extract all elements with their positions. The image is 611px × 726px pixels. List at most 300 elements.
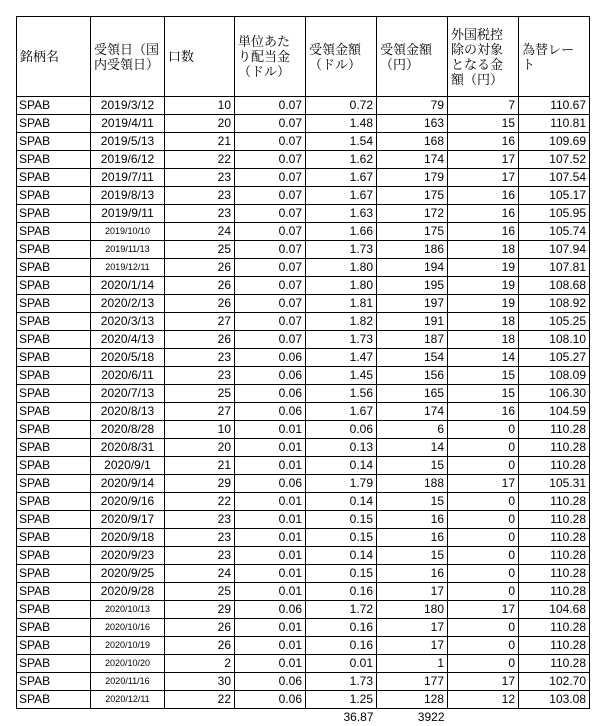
cell-units: 29 — [165, 601, 235, 619]
cell-amount-jpy: 174 — [377, 151, 448, 169]
cell-stock-name: SPAB — [17, 295, 91, 313]
cell-dividend-per-unit: 0.07 — [235, 313, 306, 331]
cell-receipt-date: 2019/4/11 — [91, 115, 165, 133]
dividend-table — [16, 16, 590, 726]
cell-exchange-rate: 110.28 — [519, 547, 590, 565]
cell-exchange-rate: 110.28 — [519, 637, 590, 655]
cell-stock-name: SPAB — [17, 241, 91, 259]
cell-foreign-tax-credit: 15 — [448, 367, 519, 385]
cell-stock-name: SPAB — [17, 691, 91, 709]
cell-foreign-tax-credit: 19 — [448, 259, 519, 277]
cell-amount-usd: 0.13 — [306, 439, 377, 457]
cell-dividend-per-unit: 0.07 — [235, 151, 306, 169]
cell-stock-name: SPAB — [17, 97, 91, 115]
cell-foreign-tax-credit: 0 — [448, 565, 519, 583]
cell-receipt-date: 2020/6/11 — [91, 367, 165, 385]
cell-dividend-per-unit: 0.07 — [235, 169, 306, 187]
cell-units: 20 — [165, 439, 235, 457]
cell-receipt-date: 2020/9/18 — [91, 529, 165, 547]
cell-receipt-date: 2020/8/31 — [91, 439, 165, 457]
cell-dividend-per-unit: 0.06 — [235, 475, 306, 493]
cell-stock-name: SPAB — [17, 547, 91, 565]
cell-dividend-per-unit: 0.07 — [235, 331, 306, 349]
cell-amount-jpy: 17 — [377, 619, 448, 637]
cell-stock-name: SPAB — [17, 511, 91, 529]
cell-foreign-tax-credit: 14 — [448, 349, 519, 367]
cell-units: 23 — [165, 205, 235, 223]
cell-receipt-date: 2020/9/16 — [91, 493, 165, 511]
cell-units: 21 — [165, 457, 235, 475]
cell-stock-name: SPAB — [17, 349, 91, 367]
table-row — [17, 115, 590, 133]
header-row — [17, 17, 590, 97]
cell-foreign-tax-credit: 7 — [448, 97, 519, 115]
cell-units: 20 — [165, 115, 235, 133]
cell-amount-usd: 1.25 — [306, 691, 377, 709]
cell-amount-usd: 0.72 — [306, 97, 377, 115]
cell-dividend-per-unit: 0.06 — [235, 601, 306, 619]
cell-stock-name: SPAB — [17, 439, 91, 457]
cell-receipt-date: 2020/9/25 — [91, 565, 165, 583]
cell-amount-usd: 0.15 — [306, 529, 377, 547]
table-row — [17, 169, 590, 187]
cell-dividend-per-unit: 0.07 — [235, 115, 306, 133]
cell-amount-jpy: 156 — [377, 367, 448, 385]
cell-amount-usd: 1.54 — [306, 133, 377, 151]
header-exchange-rate: 為替レート — [519, 17, 590, 97]
cell-foreign-tax-credit: 0 — [448, 439, 519, 457]
cell-exchange-rate: 104.59 — [519, 403, 590, 421]
cell-amount-jpy: 188 — [377, 475, 448, 493]
table-row — [17, 403, 590, 421]
cell-dividend-per-unit: 0.07 — [235, 241, 306, 259]
cell-units: 10 — [165, 97, 235, 115]
cell-units: 26 — [165, 277, 235, 295]
table-row — [17, 295, 590, 313]
cell-amount-usd: 1.73 — [306, 673, 377, 691]
cell-exchange-rate: 107.52 — [519, 151, 590, 169]
table-row — [17, 547, 590, 565]
cell-amount-jpy: 17 — [377, 583, 448, 601]
cell-amount-jpy: 17 — [377, 637, 448, 655]
cell-stock-name: SPAB — [17, 529, 91, 547]
cell-stock-name: SPAB — [17, 115, 91, 133]
cell-amount-jpy: 6 — [377, 421, 448, 439]
cell-exchange-rate: 110.28 — [519, 493, 590, 511]
cell-stock-name: SPAB — [17, 151, 91, 169]
cell-foreign-tax-credit: 16 — [448, 205, 519, 223]
cell-dividend-per-unit: 0.01 — [235, 619, 306, 637]
cell-dividend-per-unit: 0.01 — [235, 421, 306, 439]
cell-receipt-date: 2020/9/1 — [91, 457, 165, 475]
dividend-sheet — [16, 16, 590, 726]
cell-foreign-tax-credit: 16 — [448, 403, 519, 421]
cell-foreign-tax-credit: 0 — [448, 511, 519, 529]
cell-units: 26 — [165, 331, 235, 349]
cell-amount-jpy: 172 — [377, 205, 448, 223]
cell-exchange-rate: 108.92 — [519, 295, 590, 313]
cell-amount-usd: 1.63 — [306, 205, 377, 223]
table-row — [17, 187, 590, 205]
cell-units: 25 — [165, 241, 235, 259]
cell-receipt-date: 2019/6/12 — [91, 151, 165, 169]
cell-foreign-tax-credit: 19 — [448, 277, 519, 295]
cell-amount-jpy: 180 — [377, 601, 448, 619]
cell-exchange-rate: 105.25 — [519, 313, 590, 331]
cell-foreign-tax-credit: 0 — [448, 655, 519, 673]
cell-stock-name: SPAB — [17, 673, 91, 691]
cell-amount-usd: 1.80 — [306, 277, 377, 295]
cell-exchange-rate: 110.81 — [519, 115, 590, 133]
cell-amount-jpy: 16 — [377, 511, 448, 529]
header-foreign-tax-credit: 外国税控除の対象となる金額（円） — [448, 17, 519, 97]
cell-stock-name: SPAB — [17, 583, 91, 601]
cell-exchange-rate: 110.28 — [519, 565, 590, 583]
header-dividend-per-unit: 単位あたり配当金（ドル） — [235, 17, 306, 97]
cell-foreign-tax-credit: 0 — [448, 619, 519, 637]
cell-amount-jpy: 128 — [377, 691, 448, 709]
cell-amount-jpy: 197 — [377, 295, 448, 313]
cell-receipt-date: 2020/3/13 — [91, 313, 165, 331]
cell-receipt-date: 2020/8/13 — [91, 403, 165, 421]
table-body — [17, 97, 590, 709]
cell-dividend-per-unit: 0.01 — [235, 439, 306, 457]
cell-foreign-tax-credit: 0 — [448, 583, 519, 601]
cell-stock-name: SPAB — [17, 313, 91, 331]
cell-exchange-rate: 110.28 — [519, 439, 590, 457]
cell-receipt-date: 2020/2/13 — [91, 295, 165, 313]
table-row — [17, 97, 590, 115]
cell-dividend-per-unit: 0.01 — [235, 637, 306, 655]
header-amount-usd: 受領金額（ドル） — [306, 17, 377, 97]
cell-foreign-tax-credit: 0 — [448, 637, 519, 655]
cell-exchange-rate: 105.74 — [519, 223, 590, 241]
cell-stock-name: SPAB — [17, 601, 91, 619]
cell-exchange-rate: 110.67 — [519, 97, 590, 115]
cell-foreign-tax-credit: 16 — [448, 223, 519, 241]
table-row — [17, 583, 590, 601]
table-row — [17, 475, 590, 493]
cell-receipt-date: 2019/12/11 — [91, 259, 165, 277]
cell-receipt-date: 2019/10/10 — [91, 223, 165, 241]
cell-units: 23 — [165, 169, 235, 187]
table-row — [17, 493, 590, 511]
cell-amount-jpy: 14 — [377, 439, 448, 457]
cell-exchange-rate: 109.69 — [519, 133, 590, 151]
table-row — [17, 349, 590, 367]
cell-amount-jpy: 79 — [377, 97, 448, 115]
cell-amount-usd: 1.48 — [306, 115, 377, 133]
cell-exchange-rate: 105.27 — [519, 349, 590, 367]
cell-exchange-rate: 102.70 — [519, 673, 590, 691]
cell-units: 23 — [165, 529, 235, 547]
cell-amount-usd: 0.15 — [306, 511, 377, 529]
cell-units: 25 — [165, 385, 235, 403]
cell-foreign-tax-credit: 0 — [448, 421, 519, 439]
cell-units: 10 — [165, 421, 235, 439]
cell-amount-jpy: 187 — [377, 331, 448, 349]
cell-units: 27 — [165, 313, 235, 331]
total-jpy: 3922 — [377, 709, 448, 726]
cell-units: 27 — [165, 403, 235, 421]
cell-foreign-tax-credit: 17 — [448, 151, 519, 169]
table-row — [17, 241, 590, 259]
table-row — [17, 691, 590, 709]
cell-exchange-rate: 110.28 — [519, 457, 590, 475]
cell-receipt-date: 2019/5/13 — [91, 133, 165, 151]
table-row — [17, 133, 590, 151]
cell-stock-name: SPAB — [17, 331, 91, 349]
cell-foreign-tax-credit: 18 — [448, 313, 519, 331]
cell-dividend-per-unit: 0.06 — [235, 367, 306, 385]
cell-receipt-date: 2020/10/19 — [91, 637, 165, 655]
cell-dividend-per-unit: 0.01 — [235, 529, 306, 547]
cell-amount-usd: 1.80 — [306, 259, 377, 277]
cell-amount-jpy: 154 — [377, 349, 448, 367]
cell-amount-usd: 0.16 — [306, 637, 377, 655]
totals-row — [17, 709, 590, 726]
total-usd: 36.87 — [306, 709, 377, 726]
cell-amount-jpy: 174 — [377, 403, 448, 421]
cell-amount-usd: 1.47 — [306, 349, 377, 367]
cell-amount-usd: 1.66 — [306, 223, 377, 241]
cell-amount-jpy: 15 — [377, 457, 448, 475]
cell-amount-jpy: 175 — [377, 187, 448, 205]
cell-amount-jpy: 163 — [377, 115, 448, 133]
cell-stock-name: SPAB — [17, 457, 91, 475]
table-row — [17, 205, 590, 223]
cell-dividend-per-unit: 0.01 — [235, 655, 306, 673]
cell-amount-jpy: 16 — [377, 529, 448, 547]
cell-amount-jpy: 179 — [377, 169, 448, 187]
cell-stock-name: SPAB — [17, 367, 91, 385]
header-stock-name: 銘柄名 — [17, 17, 91, 97]
cell-stock-name: SPAB — [17, 205, 91, 223]
cell-stock-name: SPAB — [17, 385, 91, 403]
cell-dividend-per-unit: 0.01 — [235, 511, 306, 529]
table-row — [17, 439, 590, 457]
table-row — [17, 367, 590, 385]
cell-exchange-rate: 107.81 — [519, 259, 590, 277]
cell-receipt-date: 2020/7/13 — [91, 385, 165, 403]
cell-stock-name: SPAB — [17, 187, 91, 205]
cell-amount-jpy: 191 — [377, 313, 448, 331]
cell-dividend-per-unit: 0.01 — [235, 565, 306, 583]
cell-dividend-per-unit: 0.07 — [235, 205, 306, 223]
cell-amount-usd: 0.16 — [306, 619, 377, 637]
cell-stock-name: SPAB — [17, 223, 91, 241]
cell-foreign-tax-credit: 0 — [448, 493, 519, 511]
cell-amount-jpy: 186 — [377, 241, 448, 259]
cell-exchange-rate: 110.28 — [519, 655, 590, 673]
cell-stock-name: SPAB — [17, 169, 91, 187]
cell-exchange-rate: 104.68 — [519, 601, 590, 619]
cell-foreign-tax-credit: 17 — [448, 601, 519, 619]
cell-exchange-rate: 108.09 — [519, 367, 590, 385]
table-row — [17, 313, 590, 331]
cell-stock-name: SPAB — [17, 403, 91, 421]
cell-units: 23 — [165, 349, 235, 367]
cell-amount-usd: 1.82 — [306, 313, 377, 331]
table-row — [17, 457, 590, 475]
cell-dividend-per-unit: 0.07 — [235, 277, 306, 295]
table-row — [17, 601, 590, 619]
cell-foreign-tax-credit: 19 — [448, 295, 519, 313]
cell-foreign-tax-credit: 0 — [448, 529, 519, 547]
cell-amount-usd: 0.14 — [306, 457, 377, 475]
cell-receipt-date: 2019/7/11 — [91, 169, 165, 187]
cell-amount-jpy: 15 — [377, 493, 448, 511]
cell-foreign-tax-credit: 16 — [448, 133, 519, 151]
cell-dividend-per-unit: 0.07 — [235, 187, 306, 205]
cell-receipt-date: 2020/8/28 — [91, 421, 165, 439]
cell-amount-usd: 0.14 — [306, 493, 377, 511]
cell-foreign-tax-credit: 0 — [448, 457, 519, 475]
table-row — [17, 655, 590, 673]
cell-receipt-date: 2019/8/13 — [91, 187, 165, 205]
cell-exchange-rate: 108.10 — [519, 331, 590, 349]
cell-amount-jpy: 15 — [377, 547, 448, 565]
cell-amount-usd: 1.56 — [306, 385, 377, 403]
table-row — [17, 565, 590, 583]
cell-exchange-rate: 110.28 — [519, 583, 590, 601]
cell-dividend-per-unit: 0.07 — [235, 97, 306, 115]
cell-amount-usd: 0.16 — [306, 583, 377, 601]
header-units: 口数 — [165, 17, 235, 97]
cell-stock-name: SPAB — [17, 565, 91, 583]
cell-dividend-per-unit: 0.07 — [235, 223, 306, 241]
cell-exchange-rate: 108.68 — [519, 277, 590, 295]
cell-units: 23 — [165, 367, 235, 385]
table-row — [17, 259, 590, 277]
cell-exchange-rate: 105.95 — [519, 205, 590, 223]
cell-units: 26 — [165, 295, 235, 313]
cell-foreign-tax-credit: 18 — [448, 331, 519, 349]
cell-amount-usd: 1.67 — [306, 403, 377, 421]
table-row — [17, 223, 590, 241]
cell-units: 30 — [165, 673, 235, 691]
cell-stock-name: SPAB — [17, 619, 91, 637]
cell-receipt-date: 2020/9/17 — [91, 511, 165, 529]
cell-dividend-per-unit: 0.06 — [235, 403, 306, 421]
cell-stock-name: SPAB — [17, 277, 91, 295]
cell-units: 29 — [165, 475, 235, 493]
cell-receipt-date: 2020/9/14 — [91, 475, 165, 493]
cell-foreign-tax-credit: 0 — [448, 547, 519, 565]
cell-amount-usd: 0.14 — [306, 547, 377, 565]
table-row — [17, 529, 590, 547]
cell-units: 23 — [165, 547, 235, 565]
cell-amount-usd: 1.72 — [306, 601, 377, 619]
cell-dividend-per-unit: 0.01 — [235, 493, 306, 511]
cell-foreign-tax-credit: 15 — [448, 385, 519, 403]
cell-dividend-per-unit: 0.06 — [235, 385, 306, 403]
cell-amount-jpy: 195 — [377, 277, 448, 295]
table-row — [17, 151, 590, 169]
cell-stock-name: SPAB — [17, 655, 91, 673]
cell-foreign-tax-credit: 12 — [448, 691, 519, 709]
cell-amount-jpy: 1 — [377, 655, 448, 673]
cell-exchange-rate: 110.28 — [519, 529, 590, 547]
cell-exchange-rate: 103.08 — [519, 691, 590, 709]
cell-exchange-rate: 110.28 — [519, 619, 590, 637]
table-row — [17, 619, 590, 637]
cell-amount-usd: 1.73 — [306, 331, 377, 349]
cell-exchange-rate: 107.54 — [519, 169, 590, 187]
cell-dividend-per-unit: 0.07 — [235, 295, 306, 313]
cell-receipt-date: 2020/9/28 — [91, 583, 165, 601]
cell-dividend-per-unit: 0.01 — [235, 547, 306, 565]
cell-units: 26 — [165, 619, 235, 637]
cell-amount-jpy: 165 — [377, 385, 448, 403]
cell-amount-jpy: 175 — [377, 223, 448, 241]
cell-stock-name: SPAB — [17, 133, 91, 151]
cell-amount-usd: 1.67 — [306, 187, 377, 205]
cell-units: 2 — [165, 655, 235, 673]
cell-units: 25 — [165, 583, 235, 601]
cell-dividend-per-unit: 0.07 — [235, 133, 306, 151]
cell-receipt-date: 2020/1/14 — [91, 277, 165, 295]
cell-receipt-date: 2020/10/13 — [91, 601, 165, 619]
cell-amount-usd: 1.67 — [306, 169, 377, 187]
cell-receipt-date: 2020/9/23 — [91, 547, 165, 565]
cell-units: 22 — [165, 151, 235, 169]
cell-amount-usd: 1.81 — [306, 295, 377, 313]
cell-stock-name: SPAB — [17, 637, 91, 655]
table-row — [17, 421, 590, 439]
cell-dividend-per-unit: 0.01 — [235, 583, 306, 601]
cell-amount-usd: 0.01 — [306, 655, 377, 673]
cell-receipt-date: 2019/9/11 — [91, 205, 165, 223]
cell-units: 24 — [165, 565, 235, 583]
cell-stock-name: SPAB — [17, 493, 91, 511]
cell-stock-name: SPAB — [17, 421, 91, 439]
cell-amount-jpy: 16 — [377, 565, 448, 583]
cell-dividend-per-unit: 0.06 — [235, 691, 306, 709]
table-row — [17, 673, 590, 691]
cell-foreign-tax-credit: 15 — [448, 115, 519, 133]
cell-amount-usd: 0.15 — [306, 565, 377, 583]
cell-dividend-per-unit: 0.06 — [235, 349, 306, 367]
table-row — [17, 277, 590, 295]
table-row — [17, 637, 590, 655]
table-row — [17, 385, 590, 403]
table-row — [17, 511, 590, 529]
cell-exchange-rate: 110.28 — [519, 511, 590, 529]
cell-foreign-tax-credit: 16 — [448, 187, 519, 205]
cell-dividend-per-unit: 0.06 — [235, 673, 306, 691]
table-row — [17, 331, 590, 349]
cell-exchange-rate: 106.30 — [519, 385, 590, 403]
cell-units: 23 — [165, 511, 235, 529]
cell-dividend-per-unit: 0.07 — [235, 259, 306, 277]
cell-amount-usd: 1.45 — [306, 367, 377, 385]
cell-units: 26 — [165, 637, 235, 655]
cell-exchange-rate: 105.17 — [519, 187, 590, 205]
cell-exchange-rate: 105.31 — [519, 475, 590, 493]
cell-stock-name: SPAB — [17, 475, 91, 493]
cell-receipt-date: 2020/10/16 — [91, 619, 165, 637]
cell-amount-jpy: 194 — [377, 259, 448, 277]
cell-units: 22 — [165, 493, 235, 511]
cell-amount-jpy: 177 — [377, 673, 448, 691]
cell-foreign-tax-credit: 17 — [448, 475, 519, 493]
cell-foreign-tax-credit: 17 — [448, 673, 519, 691]
cell-units: 23 — [165, 187, 235, 205]
cell-receipt-date: 2020/10/20 — [91, 655, 165, 673]
cell-units: 26 — [165, 259, 235, 277]
header-receipt-date: 受領日（国内受領日） — [91, 17, 165, 97]
